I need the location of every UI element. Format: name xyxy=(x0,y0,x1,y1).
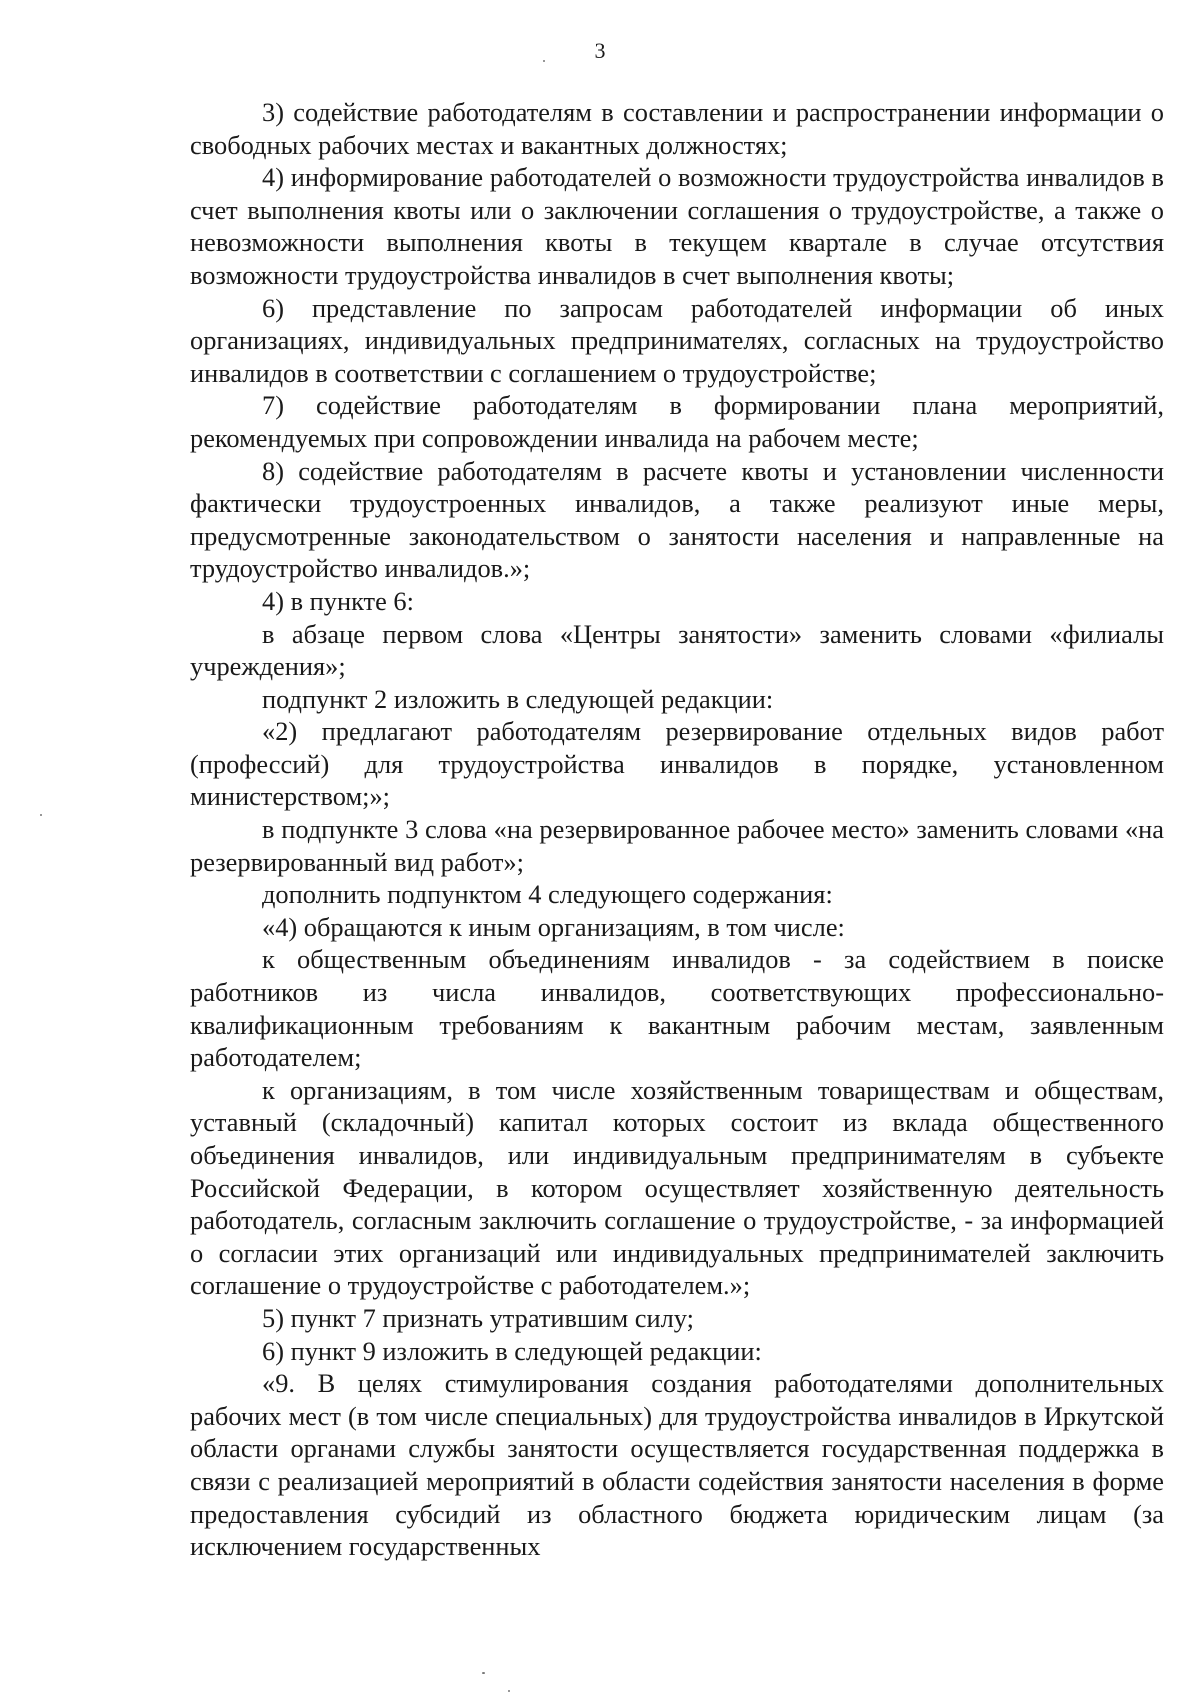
paragraph-section-4: 4) в пункте 6: xyxy=(262,585,414,616)
page-number: 3 xyxy=(594,38,606,63)
document-body xyxy=(190,96,1164,1563)
paragraph-subpoint-2-text: «2) предлагают работодателям резервирование отдельных видов работ (профессий) для трудоустройства инвалидов в порядке, установленном министерством;»; xyxy=(190,716,1164,812)
paragraph-public-associations: к общественным объединениям инвалидов - за содействием в поиске работников из числа инвалидов, соответствующих профессионально-квалификационным требованиям к вакантным рабочим местам, заявленным работодателем; xyxy=(190,944,1164,1073)
scan-speck xyxy=(482,1672,485,1674)
paragraph-item-4: 4) информирование работодателей о возможности трудоустройства инвалидов в счет выполнения квоты или о заключении соглашения о трудоустройстве, а также о невозможности выполнения квоты в текущем квартале в случае отсутствия возможности трудоустройства инвалидов в счет выполнения квоты; xyxy=(190,162,1164,290)
paragraph-organizations: к организациям, в том числе хозяйственным товариществам и обществам, уставный (складочный) капитал которых состоит из вклада общественного объединения инвалидов, или индивидуальным предпринимателям в субъекте Российской Федерации, в котором осуществляет хозяйственную деятельность работодатель, согласным заключить соглашение о трудоустройстве, - за информацией о согласии этих организаций или индивидуальных предпринимателей заключить соглашение о трудоустройстве с работодателем.»; xyxy=(190,1074,1164,1301)
paragraph-subpoint-4-intro: дополнить подпунктом 4 следующего содержания: xyxy=(262,879,833,910)
paragraph-item-3: 3) содействие работодателям в составлении и распространении информации о свободных рабочих местах и вакантных должностях; xyxy=(190,97,1164,160)
paragraph-subpoint-4-text: «4) обращаются к иным организациям, в том числе: xyxy=(262,911,845,942)
paragraph-item-9-text: «9. В целях стимулирования создания работодателями дополнительных рабочих мест (в том числе специальных) для трудоустройства инвалидов в Иркутской области органами службы занятости осуществляется государственная поддержка в связи с реализацией мероприятий в области содействия занятости населения в форме предоставления субсидий из областного бюджета юридическим лицам (за исключением государственных xyxy=(190,1368,1164,1562)
paragraph-section-6: 6) пункт 9 изложить в следующей редакции: xyxy=(262,1335,762,1366)
paragraph-subpoint-2-intro: подпункт 2 изложить в следующей редакции: xyxy=(262,683,774,714)
paragraph-subpoint-3-change: в подпункте 3 слова «на резервированное рабочее место» заменить словами «на резервированный вид работ»; xyxy=(190,814,1164,877)
paragraph-section-5: 5) пункт 7 признать утратившим силу; xyxy=(262,1302,694,1333)
scan-speck xyxy=(508,1690,510,1692)
paragraph-item-7: 7) содействие работодателям в формировании плана мероприятий, рекомендуемых при сопровождении инвалида на рабочем месте; xyxy=(190,390,1164,453)
paragraph-item-6: 6) представление по запросам работодателей информации об иных организациях, индивидуальных предпринимателях, согласных на трудоустройство инвалидов в соответствии с соглашением о трудоустройстве; xyxy=(190,292,1164,388)
paragraph-first-abzac-change: в абзаце первом слова «Центры занятости» заменить словами «филиалы учреждения»; xyxy=(190,618,1164,682)
paragraph-item-8: 8) содействие работодателям в расчете квоты и установлении численности фактически трудоустроенных инвалидов, а также реализуют иные меры, предусмотренные законодательством о занятости населения и направленные на трудоустройство инвалидов.»; xyxy=(190,455,1164,584)
scan-speck xyxy=(543,60,545,62)
scan-speck xyxy=(40,814,42,816)
